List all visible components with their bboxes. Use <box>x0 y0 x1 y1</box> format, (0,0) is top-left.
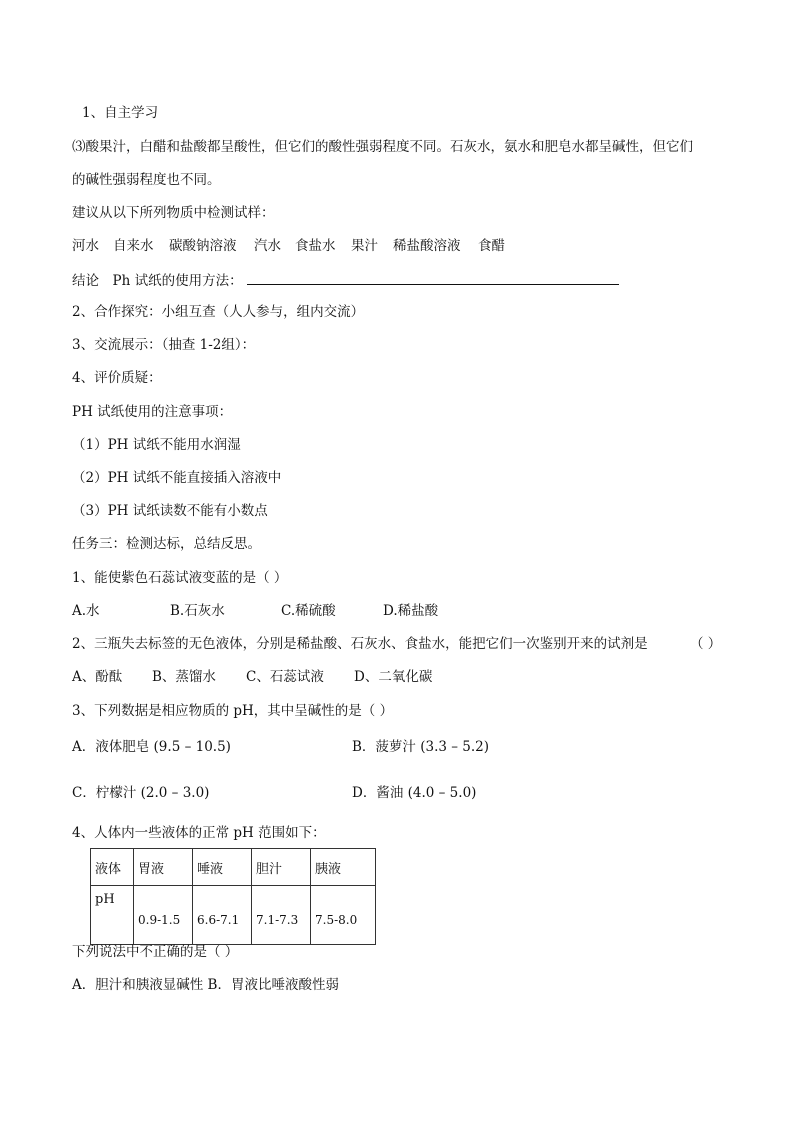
option-ab[interactable]: A．胆汁和胰液显碱性 B．胃液比唾液酸性弱 <box>72 977 339 993</box>
question-4-stem: 4、人体内一些液体的正常 pH 范围如下： <box>72 825 326 841</box>
question-4-prompt: 下列说法中不正确的是（ ） <box>72 944 239 960</box>
table-cell: 7.5-8.0 <box>311 886 376 945</box>
question-2-stem: 2、三瓶失去标签的无色液体，分别是稀盐酸、石灰水、食盐水，能把它们一次鉴别开来的试剂是 <box>72 636 648 652</box>
option-a[interactable]: A、酚酞 <box>72 669 123 685</box>
option-a[interactable]: A.水 <box>72 603 100 619</box>
table-cell: 0.9-1.5 <box>134 886 193 945</box>
note-item: （1）PH 试纸不能用水润湿 <box>72 437 241 453</box>
question-1-stem: 1、能使紫色石蕊试液变蓝的是（ ） <box>72 570 288 586</box>
sample-item: 汽水 <box>254 238 281 254</box>
sample-item: 稀盐酸溶液 <box>393 238 461 254</box>
table-cell: pH <box>91 886 134 945</box>
samples-row <box>72 237 505 255</box>
paragraph-line-1: ⑶酸果汁，白醋和盐酸都呈酸性，但它们的酸性强弱程度不同。石灰水，氨水和肥皂水都呈碱性，但它们 <box>72 139 693 155</box>
table-header-cell: 胆汁 <box>252 849 311 886</box>
option-b[interactable]: B.石灰水 <box>170 603 225 619</box>
ph-range-table <box>90 848 376 945</box>
table-header-cell: 唾液 <box>193 849 252 886</box>
question-1-options <box>72 602 438 620</box>
note-item: （3）PH 试纸读数不能有小数点 <box>72 503 268 519</box>
table-header-cell: 液体 <box>91 849 134 886</box>
option-b[interactable]: B、蒸馏水 <box>152 669 216 685</box>
option-b[interactable]: B．菠萝汁 (3.3 – 5.2) <box>352 739 490 755</box>
conclusion-label: 结论 Ph 试纸的使用方法： <box>72 273 243 289</box>
answer-blank[interactable] <box>247 270 619 285</box>
option-c[interactable]: C.稀硫酸 <box>281 603 336 619</box>
table-header-cell: 胰液 <box>311 849 376 886</box>
option-d[interactable]: D.稀盐酸 <box>383 603 439 619</box>
section-heading-self-study: 1、自主学习 <box>82 105 159 121</box>
task-three-heading: 任务三：检测达标，总结反思。 <box>72 536 261 552</box>
sample-item: 碳酸钠溶液 <box>169 238 237 254</box>
table-cell: 6.6-7.1 <box>193 886 252 945</box>
option-d[interactable]: D、二氧化碳 <box>354 669 433 685</box>
section-heading-cooperate: 2、合作探究：小组互查（人人参与，组内交流） <box>72 304 365 320</box>
notes-title: PH 试纸使用的注意事项： <box>72 404 233 420</box>
note-item: （2）PH 试纸不能直接插入溶液中 <box>72 470 282 486</box>
conclusion-line <box>72 270 619 290</box>
question-2-options <box>72 668 432 686</box>
option-c[interactable]: C．柠檬汁 (2.0 – 3.0) <box>72 785 210 801</box>
section-heading-exchange: 3、交流展示：（抽查 1-2组）： <box>72 337 256 353</box>
table-header-row <box>91 849 376 886</box>
table-row <box>91 886 376 945</box>
sample-item: 自来水 <box>113 238 154 254</box>
option-d[interactable]: D．酱油 (4.0 – 5.0) <box>352 785 477 801</box>
question-3-stem: 3、下列数据是相应物质的 pH，其中呈碱性的是（ ） <box>72 703 394 719</box>
table-header-cell: 胃液 <box>134 849 193 886</box>
sample-item: 食盐水 <box>295 238 336 254</box>
question-2-answer-paren: （ ） <box>690 636 722 652</box>
sample-item: 果汁 <box>351 238 378 254</box>
section-heading-evaluate: 4、评价质疑： <box>72 370 162 386</box>
table-cell: 7.1-7.3 <box>252 886 311 945</box>
paragraph-line-2: 的碱性强弱程度也不同。 <box>72 172 221 188</box>
option-a[interactable]: A．液体肥皂 (9.5 – 10.5) <box>72 739 231 755</box>
option-c[interactable]: C、石蕊试液 <box>246 669 324 685</box>
suggest-line: 建议从以下所列物质中检测试样： <box>72 205 275 221</box>
sample-item: 食醋 <box>478 238 505 254</box>
sample-item: 河水 <box>72 238 99 254</box>
